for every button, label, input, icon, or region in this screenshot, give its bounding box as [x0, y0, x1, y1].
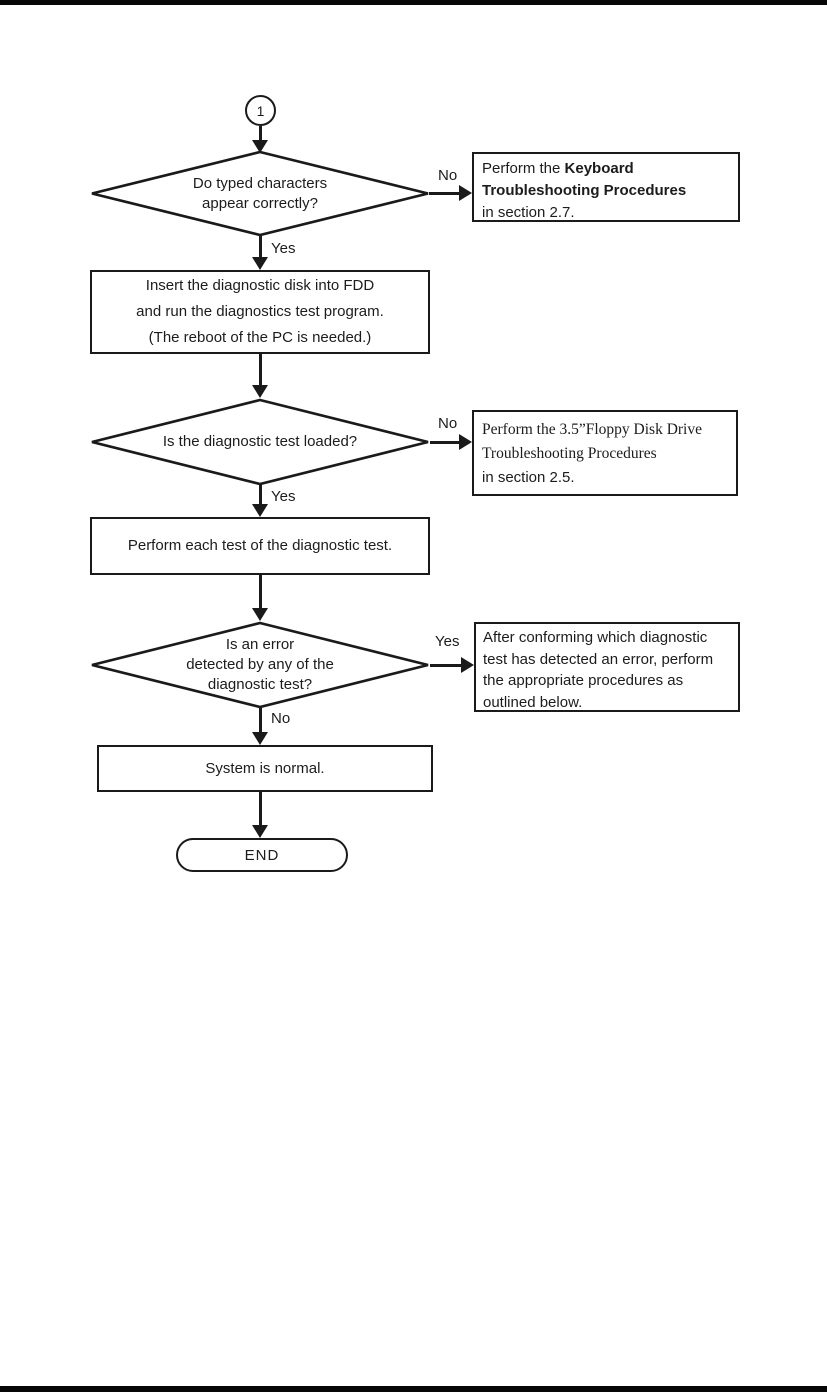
process-text-line: and run the diagnostics test program.: [136, 303, 384, 320]
process-insert-diagnostic-disk: [90, 270, 430, 354]
process-text-line: Troubleshooting Procedures: [482, 445, 657, 462]
decision-line: detected by any of the: [186, 656, 334, 673]
process-text-line: in section 2.5.: [482, 469, 575, 486]
process-text-line: outlined below.: [483, 693, 583, 711]
text-bold: Troubleshooting Procedures: [482, 182, 687, 199]
arrow-normal-to-end-head: [252, 825, 268, 838]
process-text-line: Perform each test of the diagnostic test.: [127, 537, 393, 554]
process-text-line: (The reboot of the PC is needed.): [148, 329, 372, 346]
page-bottom-edge: [0, 1386, 827, 1392]
arrow-decision2-to-perform-head: [252, 504, 268, 517]
arrow-perform-to-decision3-line: [259, 573, 262, 609]
decision-typed-characters-text: [89, 150, 431, 237]
decision-error-detected-text: [89, 621, 431, 709]
process-text-line: Perform the 3.5”Floppy Disk Drive: [482, 421, 702, 438]
process-conforming-procedures: [474, 622, 740, 712]
process-text-line: in section 2.7.: [482, 204, 575, 221]
decision-line: diagnostic test?: [207, 676, 313, 693]
edge-label-yes-2: Yes: [271, 488, 296, 505]
edge-label-yes-3: Yes: [435, 633, 460, 650]
arrow-decision1-to-keyboard-line: [429, 192, 461, 195]
terminator-end: [176, 838, 348, 872]
arrow-decision2-to-perform-line: [259, 483, 262, 505]
decision-line: Do typed characters: [192, 174, 328, 192]
process-text-line: Insert the diagnostic disk into FDD: [145, 277, 375, 294]
offpage-connector-label: 1: [256, 102, 265, 119]
arrow-insert-to-decision2-line: [259, 352, 262, 386]
decision-typed-characters: [89, 150, 431, 237]
decision-test-loaded-text: [89, 398, 431, 486]
text-bold: Keyboard: [564, 160, 634, 177]
process-text-line: After conforming which diagnostic: [483, 629, 708, 646]
decision-line: appear correctly?: [202, 194, 318, 212]
process-text-line: [482, 158, 734, 180]
arrow-insert-to-decision2-head: [252, 385, 268, 398]
decision-line: Is the diagnostic test loaded?: [162, 433, 358, 450]
arrow-decision1-to-insert-line: [259, 234, 262, 258]
process-keyboard-procedures: [472, 152, 740, 222]
edge-label-no-2: No: [438, 415, 458, 432]
offpage-connector-1: [245, 95, 276, 126]
process-text-line: System is normal.: [205, 759, 325, 777]
arrow-normal-to-end-line: [259, 790, 262, 826]
edge-label-yes-1: Yes: [271, 240, 296, 257]
arrow-decision1-to-insert-head: [252, 257, 268, 270]
arrow-decision2-to-floppy-line: [430, 441, 462, 444]
arrow-decision1-to-keyboard-head: [459, 185, 472, 201]
process-perform-each-test: [90, 517, 430, 575]
arrow-decision3-to-conforming-head: [461, 657, 474, 673]
arrow-decision3-to-normal-line: [259, 706, 262, 733]
process-text-line: test has detected an error, perform: [483, 650, 714, 668]
decision-test-loaded: [89, 398, 431, 486]
terminator-end-label: END: [244, 846, 280, 864]
text-normal: Perform the: [482, 160, 565, 177]
page-top-edge: [0, 0, 827, 5]
edge-label-no-1: No: [438, 167, 458, 184]
arrow-decision2-to-floppy-head: [459, 434, 472, 450]
decision-line: Is an error: [225, 636, 295, 653]
process-text-line: the appropriate procedures as: [483, 672, 684, 689]
decision-error-detected: [89, 621, 431, 709]
process-system-normal: [97, 745, 433, 792]
edge-label-no-3: No: [271, 710, 291, 727]
process-floppy-procedures: [472, 410, 738, 496]
arrow-perform-to-decision3-head: [252, 608, 268, 621]
arrow-decision3-to-conforming-line: [430, 664, 464, 667]
arrow-decision3-to-normal-head: [252, 732, 268, 745]
process-text-line: [482, 180, 734, 202]
